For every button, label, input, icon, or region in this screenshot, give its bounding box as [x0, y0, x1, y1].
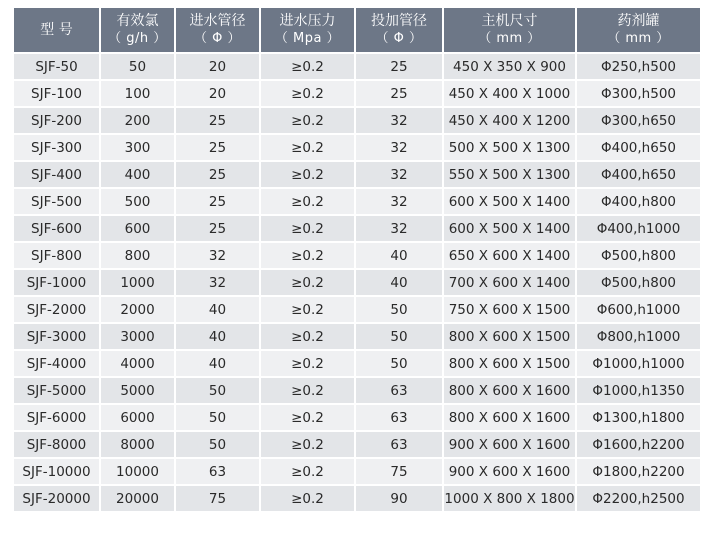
cell-dosing-diameter: 90: [356, 486, 442, 511]
cell-model: SJF-100: [14, 81, 99, 106]
cell-dosing-diameter: 25: [356, 54, 442, 79]
header-dosing-diameter-unit: （ Φ ）: [375, 31, 423, 46]
cell-tank: Φ500,h800: [577, 243, 700, 268]
cell-dosing-diameter: 40: [356, 243, 442, 268]
cell-inlet-diameter: 25: [176, 189, 259, 214]
cell-chlorine: 600: [101, 216, 174, 241]
cell-model: SJF-10000: [14, 459, 99, 484]
cell-unit-size: 550 X 500 X 1300: [444, 162, 575, 187]
cell-model: SJF-5000: [14, 378, 99, 403]
table-header: [14, 8, 700, 52]
cell-inlet-diameter: 40: [176, 297, 259, 322]
cell-dosing-diameter: 63: [356, 378, 442, 403]
cell-chlorine: 400: [101, 162, 174, 187]
cell-chlorine: 8000: [101, 432, 174, 457]
cell-inlet-diameter: 32: [176, 270, 259, 295]
header-dosing-diameter-label: 投加管径: [371, 13, 427, 29]
cell-inlet-pressure: ≥0.2: [261, 243, 354, 268]
cell-tank: Φ800,h1000: [577, 324, 700, 349]
cell-inlet-diameter: 50: [176, 378, 259, 403]
cell-chlorine: 50: [101, 54, 174, 79]
cell-tank: Φ250,h500: [577, 54, 700, 79]
cell-model: SJF-1000: [14, 270, 99, 295]
table-row: [14, 270, 700, 295]
header-model: [14, 8, 99, 52]
cell-tank: Φ600,h1000: [577, 297, 700, 322]
table-row: [14, 81, 700, 106]
cell-chlorine: 3000: [101, 324, 174, 349]
table-row: [14, 189, 700, 214]
cell-inlet-pressure: ≥0.2: [261, 270, 354, 295]
cell-unit-size: 450 X 350 X 900: [444, 54, 575, 79]
cell-dosing-diameter: 75: [356, 459, 442, 484]
cell-model: SJF-50: [14, 54, 99, 79]
cell-dosing-diameter: 40: [356, 270, 442, 295]
table-row: [14, 135, 700, 160]
cell-inlet-diameter: 75: [176, 486, 259, 511]
cell-tank: Φ1800,h2200: [577, 459, 700, 484]
cell-model: SJF-3000: [14, 324, 99, 349]
cell-tank: Φ300,h500: [577, 81, 700, 106]
cell-chlorine: 10000: [101, 459, 174, 484]
cell-model: SJF-8000: [14, 432, 99, 457]
table-row: [14, 351, 700, 376]
header-inlet-diameter: [176, 8, 259, 52]
table-row: [14, 486, 700, 511]
cell-inlet-diameter: 50: [176, 405, 259, 430]
cell-inlet-pressure: ≥0.2: [261, 324, 354, 349]
cell-inlet-diameter: 20: [176, 81, 259, 106]
cell-inlet-pressure: ≥0.2: [261, 405, 354, 430]
spec-table: [12, 6, 702, 513]
cell-chlorine: 500: [101, 189, 174, 214]
cell-model: SJF-6000: [14, 405, 99, 430]
cell-inlet-diameter: 50: [176, 432, 259, 457]
cell-inlet-diameter: 40: [176, 324, 259, 349]
table-row: [14, 432, 700, 457]
cell-model: SJF-4000: [14, 351, 99, 376]
header-model-label: 型 号: [40, 21, 73, 38]
cell-tank: Φ400,h650: [577, 135, 700, 160]
cell-inlet-pressure: ≥0.2: [261, 459, 354, 484]
cell-tank: Φ1000,h1350: [577, 378, 700, 403]
cell-dosing-diameter: 32: [356, 108, 442, 133]
cell-model: SJF-200: [14, 108, 99, 133]
cell-dosing-diameter: 32: [356, 216, 442, 241]
header-inlet-diameter-label: 进水管径: [189, 13, 246, 29]
cell-model: SJF-20000: [14, 486, 99, 511]
header-inlet-pressure: [261, 8, 354, 52]
table-row: [14, 324, 700, 349]
cell-inlet-pressure: ≥0.2: [261, 351, 354, 376]
table-row: [14, 378, 700, 403]
header-row: [14, 8, 700, 52]
header-tank-label: 药剂罐: [617, 13, 660, 29]
cell-unit-size: 600 X 500 X 1400: [444, 189, 575, 214]
cell-unit-size: 600 X 500 X 1400: [444, 216, 575, 241]
header-inlet-diameter-unit: （ Φ ）: [194, 31, 241, 46]
cell-tank: Φ2200,h2500: [577, 486, 700, 511]
cell-unit-size: 800 X 600 X 1600: [444, 405, 575, 430]
cell-dosing-diameter: 25: [356, 81, 442, 106]
cell-dosing-diameter: 50: [356, 324, 442, 349]
cell-chlorine: 100: [101, 81, 174, 106]
cell-inlet-diameter: 25: [176, 162, 259, 187]
header-chlorine-unit: （ g/h ）: [108, 31, 167, 46]
header-unit-size-unit: （ mm ）: [478, 31, 541, 46]
cell-unit-size: 450 X 400 X 1200: [444, 108, 575, 133]
cell-inlet-diameter: 40: [176, 351, 259, 376]
cell-inlet-pressure: ≥0.2: [261, 54, 354, 79]
cell-dosing-diameter: 63: [356, 405, 442, 430]
cell-inlet-pressure: ≥0.2: [261, 108, 354, 133]
cell-chlorine: 2000: [101, 297, 174, 322]
cell-inlet-diameter: 25: [176, 108, 259, 133]
cell-tank: Φ300,h650: [577, 108, 700, 133]
cell-dosing-diameter: 32: [356, 189, 442, 214]
cell-dosing-diameter: 63: [356, 432, 442, 457]
cell-chlorine: 1000: [101, 270, 174, 295]
cell-chlorine: 6000: [101, 405, 174, 430]
cell-dosing-diameter: 50: [356, 297, 442, 322]
header-dosing-diameter: [356, 8, 442, 52]
cell-inlet-pressure: ≥0.2: [261, 135, 354, 160]
cell-inlet-pressure: ≥0.2: [261, 486, 354, 511]
cell-unit-size: 900 X 600 X 1600: [444, 432, 575, 457]
cell-model: SJF-300: [14, 135, 99, 160]
cell-inlet-diameter: 25: [176, 135, 259, 160]
cell-unit-size: 750 X 600 X 1500: [444, 297, 575, 322]
spec-table-container: [12, 6, 702, 513]
header-unit-size-label: 主机尺寸: [481, 13, 538, 29]
cell-inlet-diameter: 25: [176, 216, 259, 241]
cell-chlorine: 300: [101, 135, 174, 160]
cell-unit-size: 500 X 500 X 1300: [444, 135, 575, 160]
cell-inlet-pressure: ≥0.2: [261, 81, 354, 106]
cell-inlet-diameter: 20: [176, 54, 259, 79]
table-row: [14, 297, 700, 322]
cell-tank: Φ400,h800: [577, 189, 700, 214]
cell-inlet-pressure: ≥0.2: [261, 162, 354, 187]
cell-chlorine: 5000: [101, 378, 174, 403]
cell-inlet-pressure: ≥0.2: [261, 216, 354, 241]
cell-chlorine: 4000: [101, 351, 174, 376]
cell-unit-size: 800 X 600 X 1600: [444, 378, 575, 403]
cell-dosing-diameter: 50: [356, 351, 442, 376]
cell-model: SJF-600: [14, 216, 99, 241]
cell-inlet-diameter: 32: [176, 243, 259, 268]
cell-unit-size: 800 X 600 X 1500: [444, 351, 575, 376]
cell-tank: Φ1300,h1800: [577, 405, 700, 430]
cell-chlorine: 800: [101, 243, 174, 268]
cell-inlet-pressure: ≥0.2: [261, 378, 354, 403]
cell-model: SJF-500: [14, 189, 99, 214]
cell-unit-size: 450 X 400 X 1000: [444, 81, 575, 106]
cell-unit-size: 650 X 600 X 1400: [444, 243, 575, 268]
cell-inlet-pressure: ≥0.2: [261, 432, 354, 457]
cell-unit-size: 700 X 600 X 1400: [444, 270, 575, 295]
header-inlet-pressure-label: 进水压力: [279, 13, 336, 29]
cell-tank: Φ400,h650: [577, 162, 700, 187]
table-row: [14, 54, 700, 79]
table-row: [14, 216, 700, 241]
cell-model: SJF-400: [14, 162, 99, 187]
table-body: [14, 54, 700, 511]
table-row: [14, 459, 700, 484]
cell-inlet-pressure: ≥0.2: [261, 189, 354, 214]
header-unit-size: [444, 8, 575, 52]
cell-unit-size: 900 X 600 X 1600: [444, 459, 575, 484]
table-row: [14, 243, 700, 268]
header-chlorine: [101, 8, 174, 52]
header-chlorine-label: 有效氯: [116, 13, 159, 29]
cell-inlet-pressure: ≥0.2: [261, 297, 354, 322]
table-row: [14, 108, 700, 133]
cell-tank: Φ400,h1000: [577, 216, 700, 241]
cell-inlet-diameter: 63: [176, 459, 259, 484]
cell-dosing-diameter: 32: [356, 135, 442, 160]
cell-dosing-diameter: 32: [356, 162, 442, 187]
cell-model: SJF-2000: [14, 297, 99, 322]
cell-tank: Φ1000,h1000: [577, 351, 700, 376]
cell-chlorine: 20000: [101, 486, 174, 511]
header-inlet-pressure-unit: （ Mpa ）: [274, 31, 341, 46]
cell-tank: Φ500,h800: [577, 270, 700, 295]
table-row: [14, 405, 700, 430]
cell-tank: Φ1600,h2200: [577, 432, 700, 457]
cell-unit-size: 1000 X 800 X 1800: [444, 486, 575, 511]
header-tank: [577, 8, 700, 52]
cell-model: SJF-800: [14, 243, 99, 268]
cell-chlorine: 200: [101, 108, 174, 133]
table-row: [14, 162, 700, 187]
cell-unit-size: 800 X 600 X 1500: [444, 324, 575, 349]
header-tank-unit: （ mm ）: [607, 31, 670, 46]
